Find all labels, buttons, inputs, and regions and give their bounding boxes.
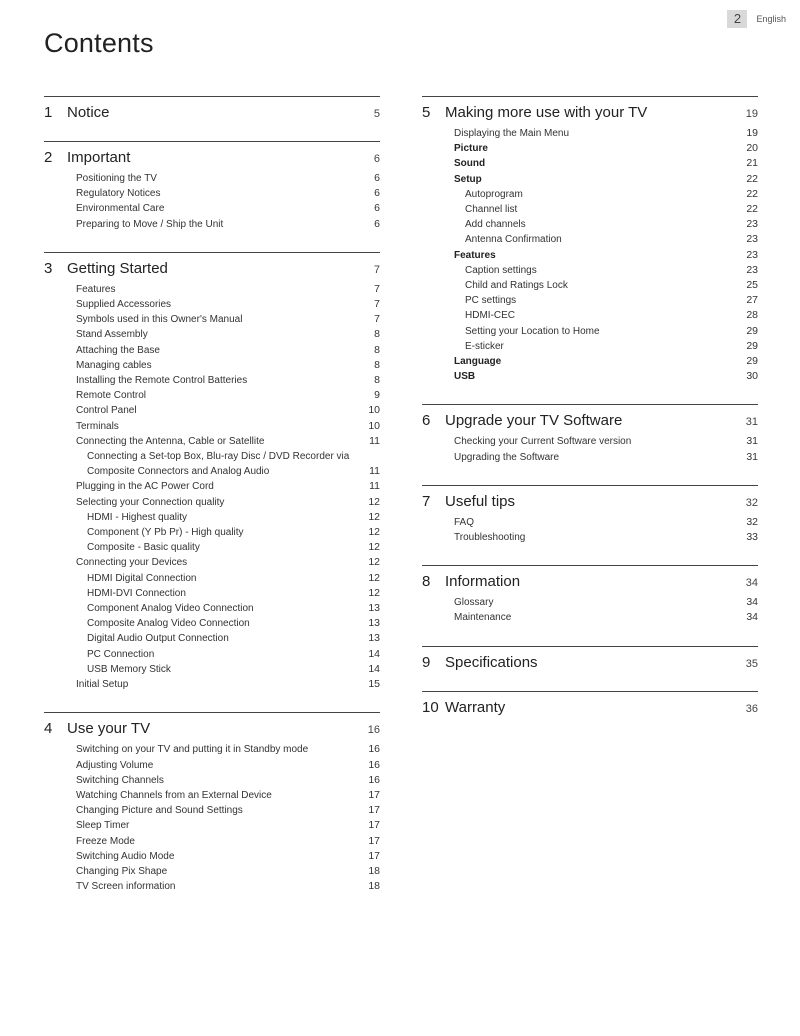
- toc-entry-page: 10: [368, 404, 380, 417]
- section-number: 2: [44, 149, 53, 166]
- toc-entry-label: Switching Channels: [76, 774, 164, 786]
- toc-section: [422, 96, 758, 384]
- toc-entry-label: TV Screen information: [76, 881, 176, 893]
- toc-entry[interactable]: [44, 312, 380, 327]
- toc-entry-page: 29: [746, 324, 758, 337]
- toc-entry-label: Component (Y Pb Pr) - High quality: [87, 527, 244, 539]
- toc-entry-page: 18: [368, 864, 380, 877]
- toc-entry-page: 20: [746, 142, 758, 155]
- toc-entry-page: 17: [368, 804, 380, 817]
- toc-entry-page: 34: [746, 596, 758, 609]
- toc-section: [44, 96, 380, 121]
- toc-entry-page: 30: [746, 370, 758, 383]
- toc-entry-page: 11: [369, 465, 380, 478]
- section-name: Important: [67, 149, 131, 166]
- toc-entry-page: 16: [368, 773, 380, 786]
- toc-entry-label: Positioning the TV: [76, 173, 157, 184]
- toc-entry-page: 13: [368, 602, 380, 615]
- section-page-number: 31: [745, 416, 758, 429]
- toc-entry[interactable]: [422, 530, 758, 545]
- section-title: [422, 493, 515, 510]
- section-number: 9: [422, 653, 431, 671]
- toc-entry-label: HDMI-DVI Connection: [87, 587, 186, 599]
- toc-entry-page: 17: [368, 819, 380, 832]
- toc-entry[interactable]: [422, 187, 758, 202]
- toc-entry-page: 16: [368, 743, 380, 756]
- toc-entry[interactable]: [422, 595, 758, 610]
- toc-entry[interactable]: [422, 308, 758, 323]
- toc-entry-label: Caption settings: [465, 264, 537, 276]
- toc-entry-page: 6: [374, 187, 380, 200]
- toc-entry-label: Checking your Current Software version: [454, 436, 632, 448]
- toc-entry-label: Managing cables: [76, 359, 152, 371]
- section-heading[interactable]: [422, 96, 758, 121]
- toc-entry-label: Symbols used in this Owner's Manual: [76, 314, 243, 326]
- toc-entry[interactable]: [422, 293, 758, 308]
- toc-entry[interactable]: [44, 631, 380, 646]
- toc-entry-page: 31: [746, 435, 758, 448]
- toc-entry-page: 6: [374, 217, 380, 230]
- toc-entry-page: 6: [374, 172, 380, 184]
- toc-entry-page: 32: [746, 515, 758, 528]
- toc-entry[interactable]: [44, 662, 380, 677]
- toc-entry[interactable]: [44, 373, 380, 388]
- toc-entry-label: Digital Audio Output Connection: [87, 633, 229, 645]
- toc-entry-label: PC settings: [465, 295, 517, 307]
- toc-entry-page: 16: [368, 758, 380, 771]
- toc-entry-page: 17: [368, 788, 380, 801]
- toc-entry-label: USB: [454, 371, 476, 383]
- toc-entry-page: 22: [746, 172, 758, 185]
- toc-entry[interactable]: [44, 434, 380, 449]
- toc-entry[interactable]: [422, 217, 758, 232]
- toc-left-column: [44, 96, 380, 914]
- toc-entry[interactable]: [44, 849, 380, 864]
- toc-section: [422, 646, 758, 671]
- section-page-number: 5: [373, 108, 380, 120]
- toc-entry-label: Setup: [454, 173, 482, 185]
- toc-entry[interactable]: [44, 327, 380, 342]
- toc-entry-page: 29: [746, 339, 758, 352]
- section-title: [44, 260, 168, 277]
- toc-entry[interactable]: [422, 450, 758, 465]
- section-name: Upgrade your TV Software: [445, 412, 623, 430]
- section-number: 7: [422, 492, 431, 510]
- toc-entry-page: 12: [368, 556, 380, 569]
- toc-entry-label: Picture: [454, 143, 488, 155]
- section-number: 8: [422, 573, 431, 591]
- section-name: Getting Started: [67, 259, 168, 277]
- toc-entry-label: Regulatory Notices: [76, 188, 161, 200]
- toc-entry-page: 12: [368, 541, 380, 554]
- toc-entry[interactable]: [422, 202, 758, 217]
- section-heading[interactable]: [422, 485, 758, 510]
- toc-entry-label: Changing Picture and Sound Settings: [76, 805, 243, 817]
- toc-entry-label: Displaying the Main Menu: [454, 128, 570, 139]
- language-label: English: [756, 14, 786, 24]
- toc-entry[interactable]: [44, 495, 380, 510]
- section-heading[interactable]: [422, 646, 758, 671]
- section-number: 3: [44, 259, 53, 277]
- section-number: 4: [44, 720, 53, 738]
- toc-section: [422, 404, 758, 464]
- toc-section: [422, 691, 758, 716]
- toc-entry-page: 23: [746, 218, 758, 231]
- toc-entry-page: 8: [374, 328, 380, 341]
- toc-entry-label: Stand Assembly: [76, 329, 148, 341]
- toc-entry-page: 8: [374, 358, 380, 371]
- toc-entry-page: 18: [368, 880, 380, 893]
- section-heading[interactable]: [422, 404, 758, 429]
- toc-entry[interactable]: [422, 324, 758, 339]
- toc-entry-label: Sound: [454, 158, 486, 170]
- toc-entry[interactable]: [44, 171, 380, 186]
- toc-entry[interactable]: [44, 540, 380, 555]
- toc-entry-page: 7: [374, 313, 380, 326]
- toc-section: [422, 485, 758, 545]
- toc-entry-page: 13: [368, 632, 380, 645]
- toc-entry-label: Glossary: [454, 597, 494, 609]
- toc-entry-label: HDMI-CEC: [465, 310, 515, 322]
- section-name: Notice: [67, 104, 110, 121]
- section-number: 5: [422, 104, 431, 121]
- toc-entry-page: 25: [746, 279, 758, 292]
- toc-entry[interactable]: [44, 803, 380, 818]
- toc-entry-label: E-sticker: [465, 340, 504, 352]
- toc-section: [44, 712, 380, 894]
- toc-entry[interactable]: [422, 515, 758, 530]
- toc-section: [44, 252, 380, 692]
- toc-entry-page: 17: [368, 849, 380, 862]
- toc-entry-label: Sleep Timer: [76, 820, 130, 832]
- toc-entry-label: Setting your Location to Home: [465, 325, 600, 337]
- toc-entry[interactable]: [44, 479, 380, 494]
- section-name: Warranty: [445, 698, 506, 716]
- toc-entry[interactable]: [44, 773, 380, 788]
- toc-entry[interactable]: [44, 343, 380, 358]
- toc-entry[interactable]: [44, 864, 380, 879]
- toc-entry[interactable]: [44, 879, 380, 894]
- toc-entry-label: Freeze Mode: [76, 835, 135, 847]
- toc-entry-label: Component Analog Video Connection: [87, 603, 254, 615]
- toc-entry-label: HDMI Digital Connection: [87, 572, 197, 584]
- section-heading[interactable]: [44, 252, 380, 277]
- toc-entry-label: Switching on your TV and putting it in Standby mode: [76, 744, 309, 756]
- toc-section: [44, 141, 380, 232]
- toc-entry-page: 7: [374, 282, 380, 295]
- toc-entry[interactable]: [422, 263, 758, 278]
- toc-entry-label: Features: [76, 283, 116, 295]
- toc-entry[interactable]: [44, 358, 380, 373]
- toc-entry-label: PC Connection: [87, 648, 155, 660]
- section-heading[interactable]: [44, 96, 380, 121]
- toc-entry[interactable]: [44, 818, 380, 833]
- toc-entry-page: 12: [368, 526, 380, 539]
- toc-entry-label: USB Memory Stick: [87, 663, 171, 675]
- section-heading[interactable]: [422, 691, 758, 716]
- toc-entry[interactable]: [44, 201, 380, 216]
- toc-entry-label: Switching Audio Mode: [76, 850, 175, 862]
- toc-entry[interactable]: [422, 434, 758, 449]
- toc-entry-page: 15: [368, 678, 380, 691]
- toc-entry-label: Upgrading the Software: [454, 451, 560, 463]
- section-name: Information: [445, 573, 521, 591]
- toc-entry[interactable]: [44, 449, 380, 479]
- toc-entry[interactable]: [44, 525, 380, 540]
- toc-entry-label: Preparing to Move / Ship the Unit: [76, 218, 224, 230]
- toc-entry[interactable]: [44, 677, 380, 692]
- toc-entry-page: 29: [746, 355, 758, 368]
- section-name: Use your TV: [67, 720, 151, 738]
- toc-entry-page: 12: [368, 495, 380, 508]
- toc-entry-label: Add channels: [465, 219, 526, 231]
- toc-entry-page: 11: [369, 480, 380, 493]
- section-page-number: 7: [373, 263, 380, 276]
- section-number: 6: [422, 412, 431, 430]
- toc-entry[interactable]: [44, 742, 380, 757]
- toc-entry[interactable]: [422, 156, 758, 171]
- section-name: Useful tips: [445, 492, 516, 510]
- toc-entry-label: HDMI - Highest quality: [87, 511, 188, 523]
- toc-entry-page: 12: [368, 586, 380, 599]
- toc-entry-page: 34: [746, 611, 758, 624]
- section-heading[interactable]: [44, 712, 380, 737]
- toc-entry[interactable]: [44, 834, 380, 849]
- section-page-number: 6: [373, 153, 380, 165]
- toc-entry-label: Adjusting Volume: [76, 759, 154, 771]
- toc-entry-label: Language: [454, 356, 502, 368]
- toc-entry-page: 28: [746, 309, 758, 322]
- toc-entry[interactable]: [44, 758, 380, 773]
- toc-entry[interactable]: [422, 248, 758, 263]
- toc-entry-page: 6: [374, 202, 380, 215]
- toc-entry-label: Troubleshooting: [454, 532, 526, 544]
- toc-entry-label: Supplied Accessories: [76, 299, 172, 311]
- toc-entry-label: Attaching the Base: [76, 344, 160, 356]
- toc-entry[interactable]: [44, 217, 380, 232]
- toc-entry[interactable]: [422, 369, 758, 384]
- toc-entry-page: 22: [746, 187, 758, 200]
- section-title: [44, 149, 130, 166]
- toc-entry-label: Channel list: [465, 204, 518, 216]
- section-title: [422, 412, 622, 429]
- toc-entry[interactable]: [422, 610, 758, 625]
- toc-entry[interactable]: [44, 419, 380, 434]
- section-page-number: 35: [745, 657, 758, 670]
- toc-entry-page: 13: [368, 617, 380, 630]
- section-page-number: 32: [745, 496, 758, 509]
- section-title: [422, 573, 520, 590]
- toc-entry-label: Selecting your Connection quality: [76, 496, 225, 508]
- toc-entry-label: Initial Setup: [76, 679, 129, 691]
- toc-entry-page: 27: [746, 294, 758, 307]
- toc-entry-page: 9: [374, 389, 380, 402]
- toc-entry-label: Antenna Confirmation: [465, 234, 562, 246]
- toc-entry[interactable]: [44, 586, 380, 601]
- toc-entry-page: 23: [746, 263, 758, 276]
- page-header: [727, 10, 786, 28]
- section-name: Making more use with your TV: [445, 104, 648, 121]
- toc-entry[interactable]: [44, 601, 380, 616]
- section-page-number: 19: [745, 108, 758, 120]
- toc-entry-page: 14: [368, 647, 380, 660]
- section-heading[interactable]: [422, 565, 758, 590]
- section-title: [44, 720, 150, 737]
- toc-entry-page: 12: [368, 510, 380, 523]
- toc-entry[interactable]: [422, 339, 758, 354]
- toc-entry-label: Connecting your Devices: [76, 557, 188, 569]
- section-title: [422, 654, 538, 671]
- toc-entry-label: Changing Pix Shape: [76, 865, 168, 877]
- toc-entry-label: Terminals: [76, 420, 119, 432]
- toc-entry[interactable]: [44, 510, 380, 525]
- toc-entry[interactable]: [44, 571, 380, 586]
- section-number: 10: [422, 698, 439, 716]
- toc-entry-label: FAQ: [454, 516, 475, 528]
- section-title: [422, 104, 647, 121]
- section-heading[interactable]: [44, 141, 380, 166]
- section-page-number: 16: [367, 724, 380, 737]
- section-page-number: 36: [745, 702, 758, 715]
- toc-entry-page: 12: [368, 571, 380, 584]
- toc-right-column: [422, 96, 758, 736]
- toc-entry-label: Connecting the Antenna, Cable or Satellite: [76, 435, 265, 447]
- toc-entry-page: 22: [746, 203, 758, 216]
- toc-entry-label: Autoprogram: [465, 188, 523, 200]
- toc-entry[interactable]: [44, 282, 380, 297]
- toc-entry-page: 8: [374, 343, 380, 356]
- toc-entry-page: 23: [746, 248, 758, 261]
- toc-entry[interactable]: [44, 297, 380, 312]
- toc-entry-label: Environmental Care: [76, 203, 165, 215]
- toc-entry-page: 23: [746, 233, 758, 246]
- toc-entry-label: Watching Channels from an External Device: [76, 789, 272, 801]
- toc-entry-page: 31: [746, 450, 758, 463]
- page-number: 2: [727, 10, 747, 28]
- toc-entry-page: 10: [368, 419, 380, 432]
- toc-entry-page: 8: [374, 374, 380, 387]
- toc-entry[interactable]: [44, 616, 380, 631]
- section-name: Specifications: [445, 653, 538, 671]
- toc-entry-label: Composite - Basic quality: [87, 542, 200, 554]
- toc-entry[interactable]: [422, 354, 758, 369]
- toc-entry[interactable]: [422, 141, 758, 156]
- toc-entry-label: Control Panel: [76, 405, 137, 417]
- toc-entry-label: Remote Control: [76, 390, 147, 402]
- section-page-number: 34: [745, 577, 758, 590]
- toc-entry-label: Installing the Remote Control Batteries: [76, 375, 248, 387]
- page-title: Contents: [44, 28, 154, 58]
- toc-entry[interactable]: [44, 555, 380, 570]
- toc-entry-page: 14: [368, 662, 380, 675]
- toc-entry-page: 21: [746, 157, 758, 170]
- toc-entry-label: Plugging in the AC Power Cord: [76, 481, 214, 493]
- toc-entry[interactable]: [422, 126, 758, 141]
- toc-entry-label: Child and Ratings Lock: [465, 280, 568, 292]
- toc-entry-label: Features: [454, 249, 496, 261]
- section-title: [422, 699, 505, 716]
- toc-section: [422, 565, 758, 625]
- toc-entry-label: Maintenance: [454, 612, 512, 624]
- toc-entry[interactable]: [44, 388, 380, 403]
- toc-entry[interactable]: [44, 647, 380, 662]
- toc-entry[interactable]: [44, 788, 380, 803]
- toc-entry[interactable]: [44, 186, 380, 201]
- toc-entry-page: 7: [374, 298, 380, 311]
- section-number: 1: [44, 104, 53, 121]
- toc-entry[interactable]: [44, 403, 380, 418]
- section-title: [44, 104, 110, 121]
- toc-entry-label: Connecting a Set-top Box, Blu-ray Disc / DVD Recorder via Composite Connectors and Analog Audio: [87, 451, 350, 478]
- toc-entry-page: 19: [746, 127, 758, 139]
- toc-entry-page: 17: [368, 834, 380, 847]
- toc-entry[interactable]: [422, 172, 758, 187]
- toc-entry[interactable]: [422, 232, 758, 247]
- toc-entry-page: 33: [746, 531, 758, 544]
- toc-entry[interactable]: [422, 278, 758, 293]
- toc-entry-label: Composite Analog Video Connection: [87, 618, 250, 630]
- toc-entry-page: 11: [369, 434, 380, 447]
